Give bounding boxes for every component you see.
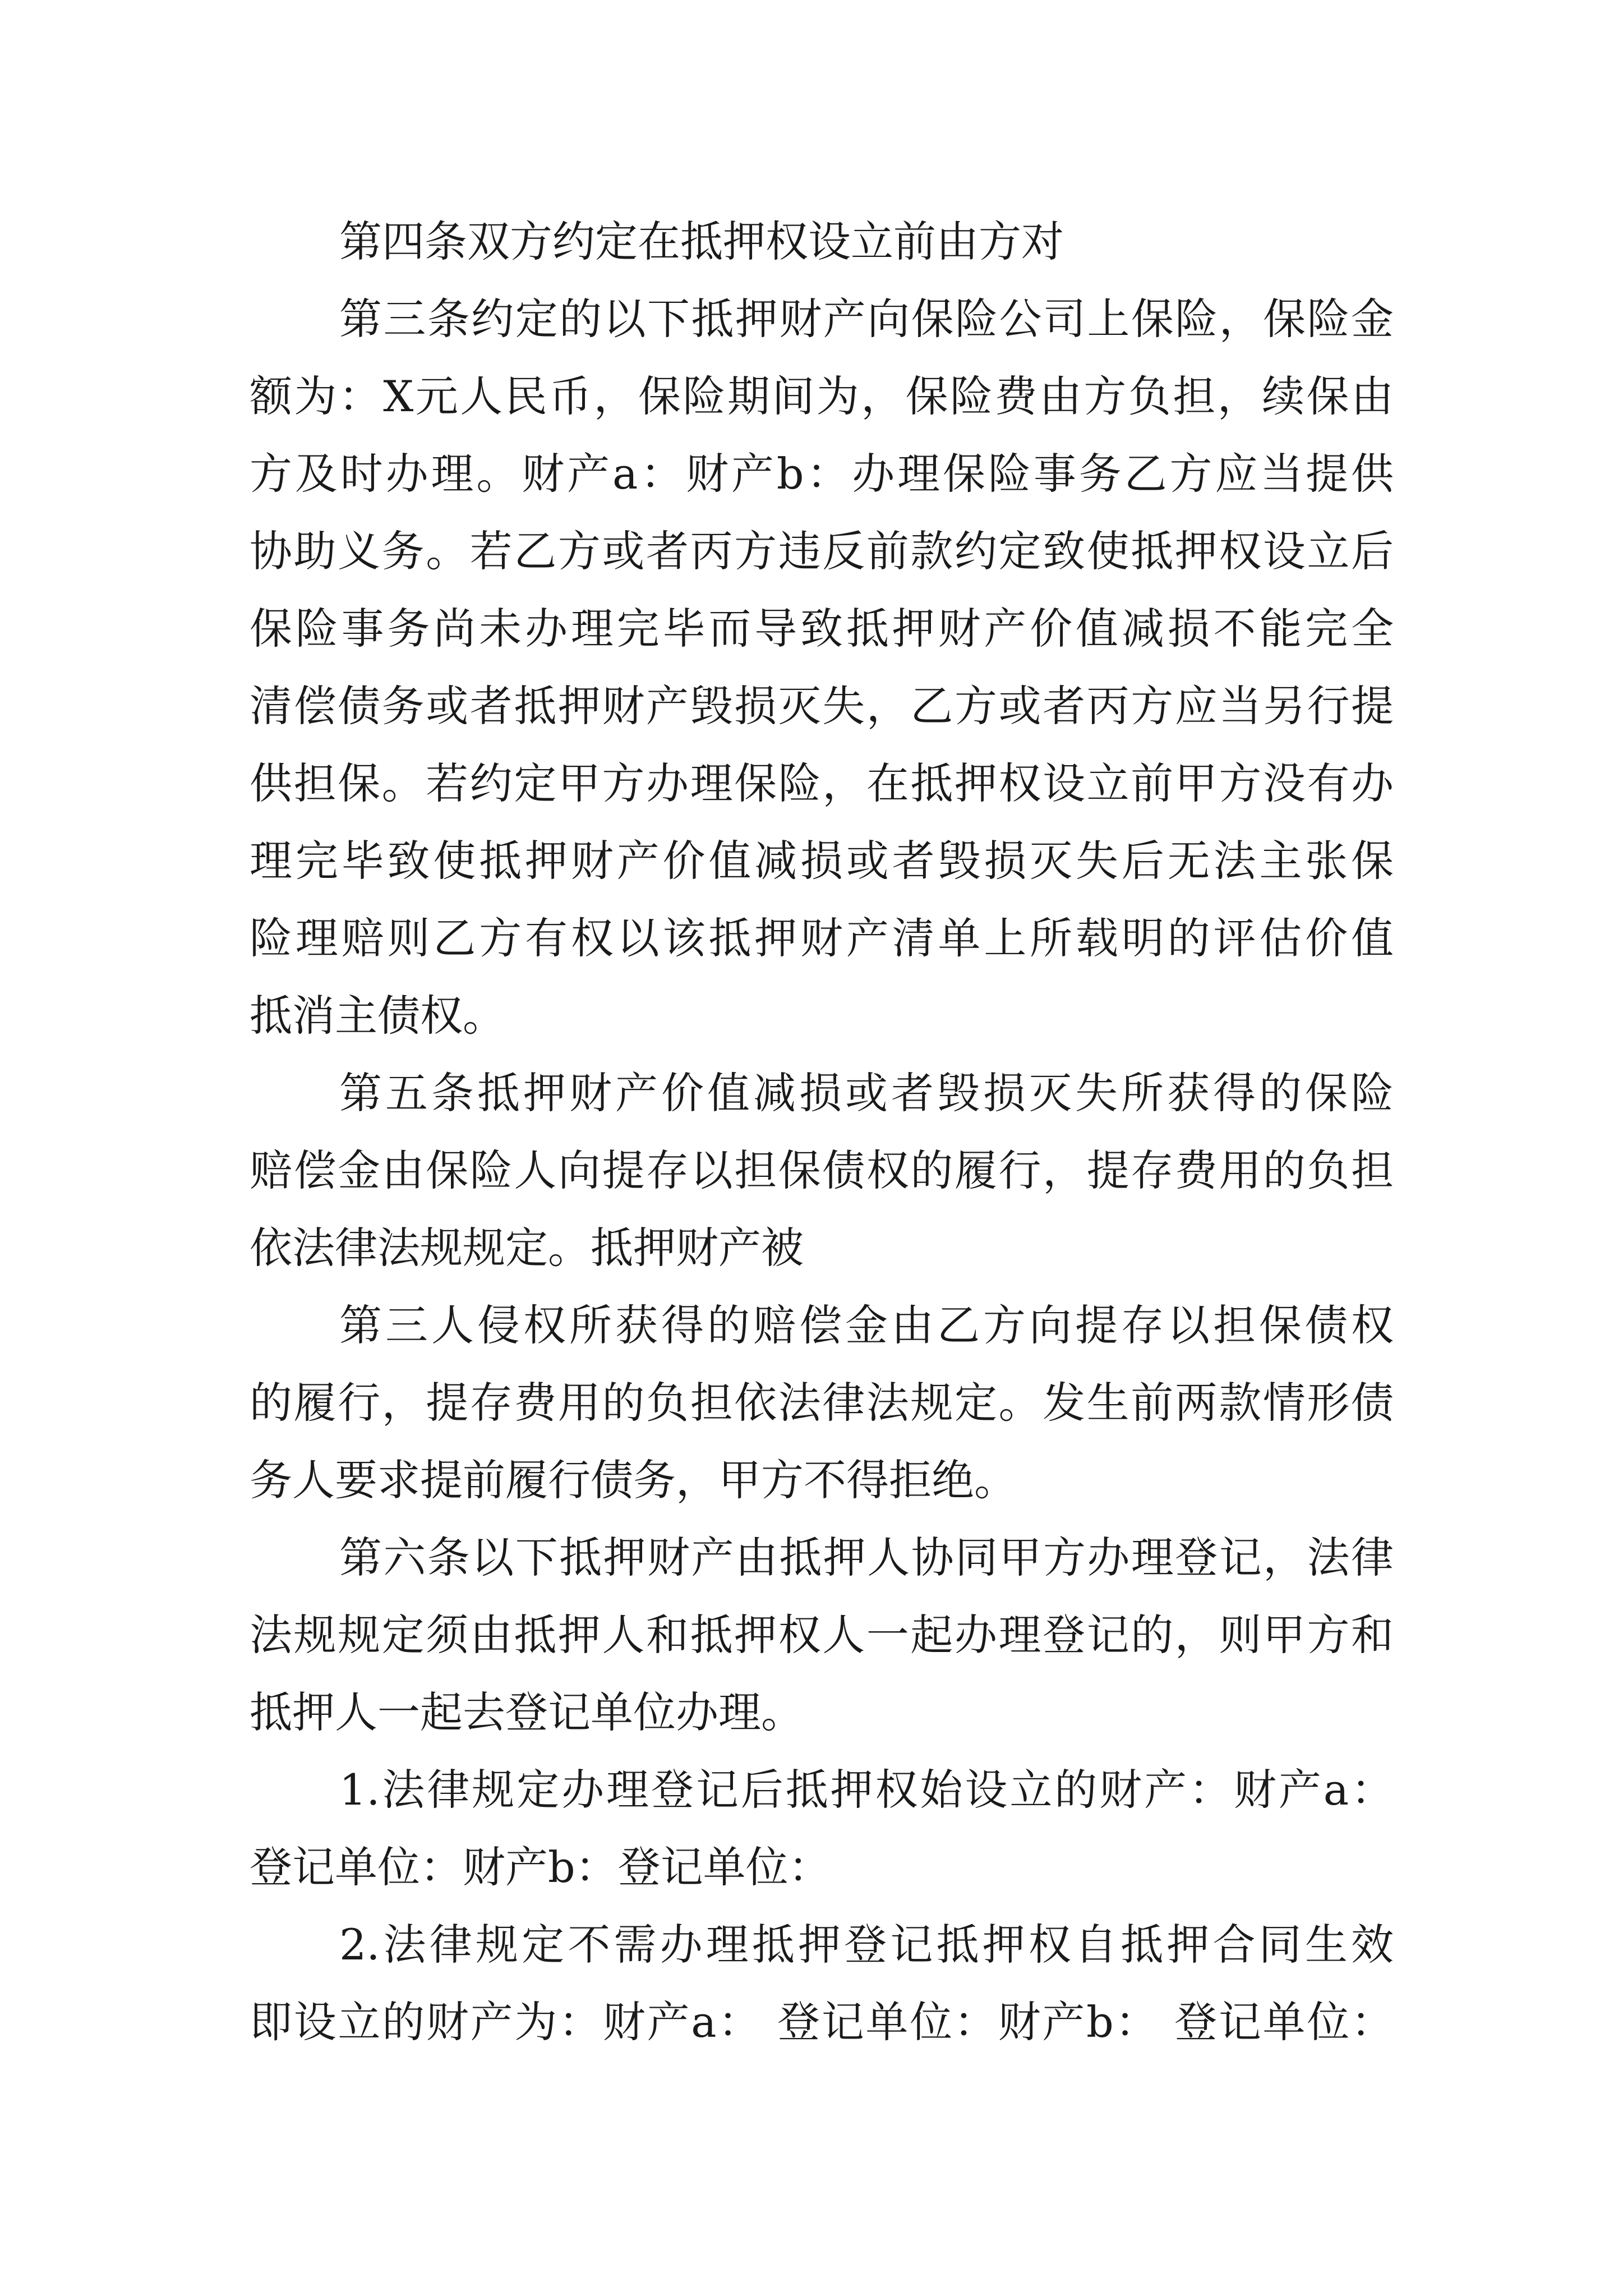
text-line: 抵押人一起去登记单位办理。 (250, 1687, 804, 1737)
text-line: 1.法律规定办理登记后抵押权始设立的财产：财产a： (339, 1765, 1394, 1815)
text-line: 的履行，提存费用的负担依法律法规定。发生前两款情形债 (250, 1378, 1394, 1428)
text-line: 理完毕致使抵押财产价值减损或者毁损灭失后无法主张保 (250, 836, 1394, 886)
text-line: 依法律法规规定。抵押财产被 (250, 1223, 804, 1273)
text-line: 协助义务。若乙方或者丙方违反前款约定致使抵押权设立后 (250, 526, 1394, 576)
text-line: 清偿债务或者抵押财产毁损灭失，乙方或者丙方应当另行提 (250, 681, 1394, 731)
text-line: 险理赔则乙方有权以该抵押财产清单上所载明的评估价值 (250, 913, 1394, 963)
text-line: 额为：X元人民币，保险期间为，保险费由方负担，续保由 (250, 371, 1394, 421)
text-line: 即设立的财产为：财产a： 登记单位：财产b： 登记单位： (250, 1997, 1394, 2047)
text-line: 方及时办理。财产a：财产b：办理保险事务乙方应当提供 (250, 449, 1394, 499)
text-line: 务人要求提前履行债务，甲方不得拒绝。 (250, 1455, 1017, 1505)
text-line: 保险事务尚未办理完毕而导致抵押财产价值减损不能完全 (250, 604, 1394, 654)
text-line: 第三人侵权所获得的赔偿金由乙方向提存以担保债权 (339, 1300, 1394, 1350)
text-line: 赔偿金由保险人向提存以担保债权的履行，提存费用的负担 (250, 1145, 1394, 1195)
text-line: 第六条以下抵押财产由抵押人协同甲方办理登记，法律 (339, 1533, 1394, 1582)
text-line: 第五条抵押财产价值减损或者毁损灭失所获得的保险 (339, 1068, 1394, 1118)
text-line: 第四条双方约定在抵押权设立前由方对 (339, 217, 1064, 266)
text-line: 2.法律规定不需办理抵押登记抵押权自抵押合同生效 (339, 1920, 1394, 1970)
text-line: 抵消主债权。 (250, 991, 505, 1041)
text-line: 法规规定须由抵押人和抵押权人一起办理登记的，则甲方和 (250, 1610, 1394, 1660)
text-line: 供担保。若约定甲方办理保险，在抵押权设立前甲方没有办 (250, 758, 1394, 808)
text-line: 第三条约定的以下抵押财产向保险公司上保险，保险金 (339, 294, 1394, 344)
text-line: 登记单位：财产b：登记单位： (250, 1842, 831, 1892)
